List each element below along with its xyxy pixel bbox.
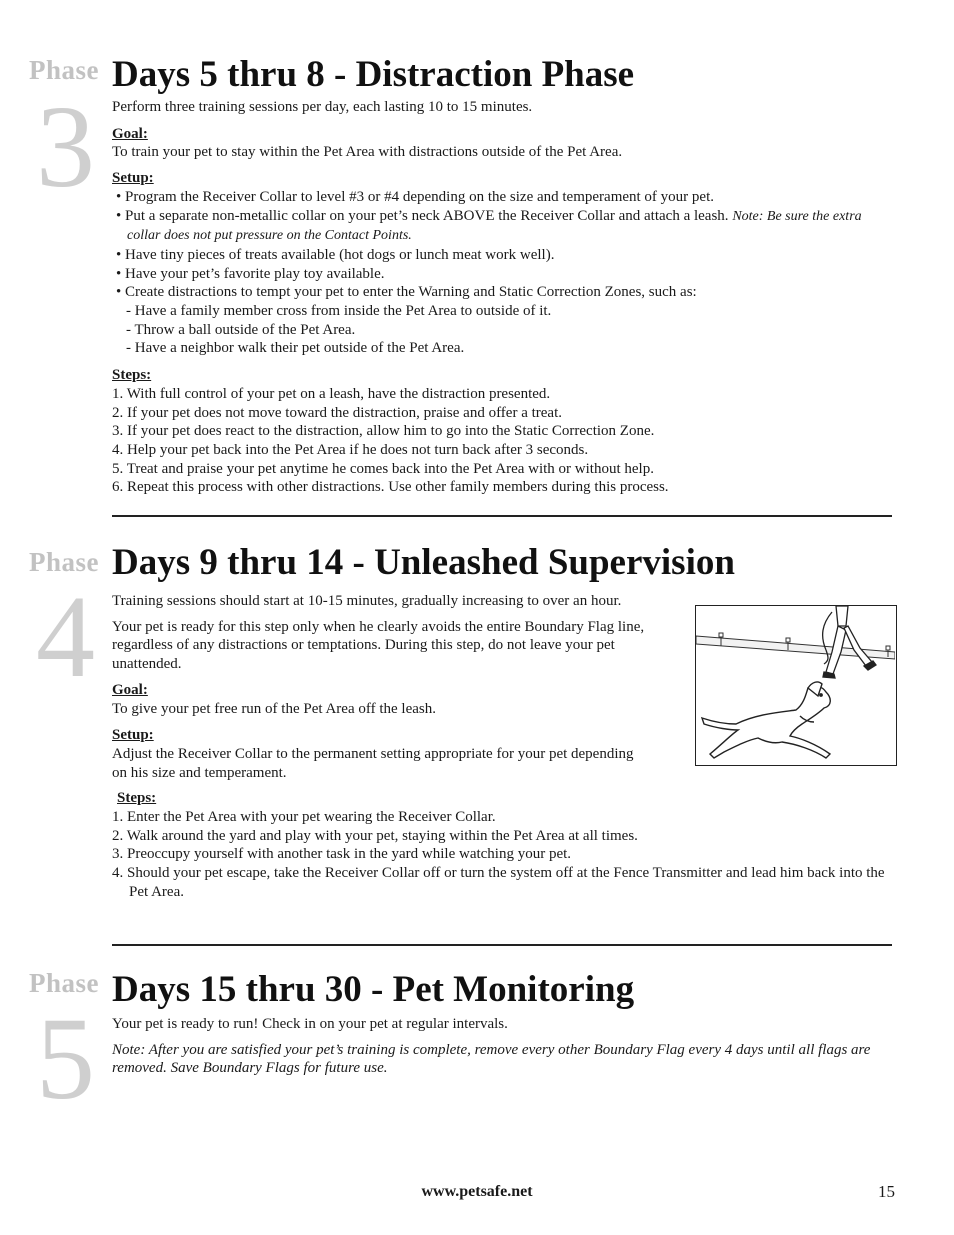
phase-label: Phase	[29, 968, 99, 998]
steps-label: Steps:	[117, 790, 157, 807]
list-item: • Program the Receiver Collar to level #3 or #4 depending on the size and temperament of your pet.	[114, 188, 894, 207]
phase-label: Phase	[29, 547, 99, 577]
distraction-item: - Have a family member cross from inside the Pet Area to outside of it.	[126, 303, 552, 320]
section-divider	[112, 944, 892, 946]
intro-text: Your pet is ready to run! Check in on your pet at regular intervals.	[112, 1016, 508, 1032]
section-divider	[112, 515, 892, 517]
distraction-item: - Have a neighbor walk their pet outside of the Pet Area.	[126, 340, 465, 357]
page-number: 15	[878, 1182, 895, 1201]
goal-label: Goal:	[112, 681, 148, 698]
footer-url: www.petsafe.net	[421, 1183, 533, 1200]
list-item: 4. Should your pet escape, take the Receiver Collar off or turn the system off at the Fence Transmitter and lead him back into the Pet Area.	[112, 865, 885, 900]
setup-list	[112, 188, 894, 302]
list-item: 2. If your pet does not move toward the distraction, praise and offer a treat.	[112, 404, 562, 421]
dog-running-illustration	[696, 606, 895, 764]
list-item: 3. If your pet does react to the distraction, allow him to go into the Static Correction Zone.	[112, 423, 655, 440]
phase-label: Phase	[29, 55, 99, 85]
intro-text: Perform three training sessions per day, each lasting 10 to 15 minutes.	[112, 99, 533, 115]
training-illustration	[695, 605, 897, 766]
list-item: 4. Help your pet back into the Pet Area if he does not turn back after 3 seconds.	[112, 441, 589, 458]
phase3-body	[112, 98, 894, 497]
list-item: • Have your pet’s favorite play toy available.	[114, 265, 894, 284]
goal-label: Goal:	[112, 125, 148, 142]
phase-number: 5	[36, 993, 95, 1124]
note-text: Note: After you are satisfied your pet’s training is complete, remove every other Boundary Flag every 4 days until all flags are removed. Save Boundary Flags for future use.	[112, 1041, 871, 1077]
list-item: • Have tiny pieces of treats available (hot dogs or lunch meat work well).	[114, 246, 894, 265]
list-item: 2. Walk around the yard and play with your pet, staying within the Pet Area at all times.	[112, 827, 638, 844]
setup-label: Setup:	[112, 727, 154, 744]
setup-note: Note: Be sure the extra collar does not put pressure on the Contact Points.	[127, 208, 862, 244]
person-icon	[823, 606, 876, 678]
list-item: 1. Enter the Pet Area with your pet wearing the Receiver Collar.	[112, 809, 496, 826]
list-item: 6. Repeat this process with other distractions. Use other family members during this process.	[112, 479, 669, 496]
intro-text: Training sessions should start at 10-15 minutes, gradually increasing to over an hour.	[112, 593, 622, 609]
distraction-item: - Throw a ball outside of the Pet Area.	[126, 321, 356, 338]
section-title: Days 15 thru 30 - Pet Monitoring	[112, 969, 635, 1010]
setup-text: Adjust the Receiver Collar to the permanent setting appropriate for your pet depending on his size and temperament.	[112, 745, 634, 781]
list-item: • Put a separate non-metallic collar on your pet’s neck ABOVE the Receiver Collar and attach a leash. Note: Be sure the extra collar does not put pressure on the Contact Points.	[114, 207, 894, 246]
goal-text: To give your pet free run of the Pet Area off the leash.	[112, 700, 436, 717]
phase-number: 4	[36, 571, 95, 702]
steps-list	[112, 808, 894, 902]
steps-label: Steps:	[112, 367, 152, 384]
phase5-body	[112, 1015, 894, 1078]
setup-label: Setup:	[112, 170, 154, 187]
section-title: Days 9 thru 14 - Unleashed Supervision	[112, 542, 735, 583]
dog-icon	[702, 682, 830, 758]
goal-text: To train your pet to stay within the Pet Area with distractions outside of the Pet Area.	[112, 144, 623, 161]
phase-number: 3	[36, 81, 95, 212]
intro-text: Your pet is ready for this step only when he clearly avoids the entire Boundary Flag line, regardless of any distractions or temptations. During this step, do not leave your pet unattended.	[112, 618, 645, 673]
list-item: • Create distractions to tempt your pet to enter the Warning and Static Correction Zones, such as:	[114, 283, 894, 302]
steps-list	[112, 385, 894, 497]
list-item: 1. With full control of your pet on a leash, have the distraction presented.	[112, 385, 551, 402]
list-item: 3. Preoccupy yourself with another task in the yard while watching your pet.	[112, 846, 572, 863]
section-title: Days 5 thru 8 - Distraction Phase	[112, 54, 635, 95]
list-item: 5. Treat and praise your pet anytime he comes back into the Pet Area with or without help.	[112, 460, 654, 477]
